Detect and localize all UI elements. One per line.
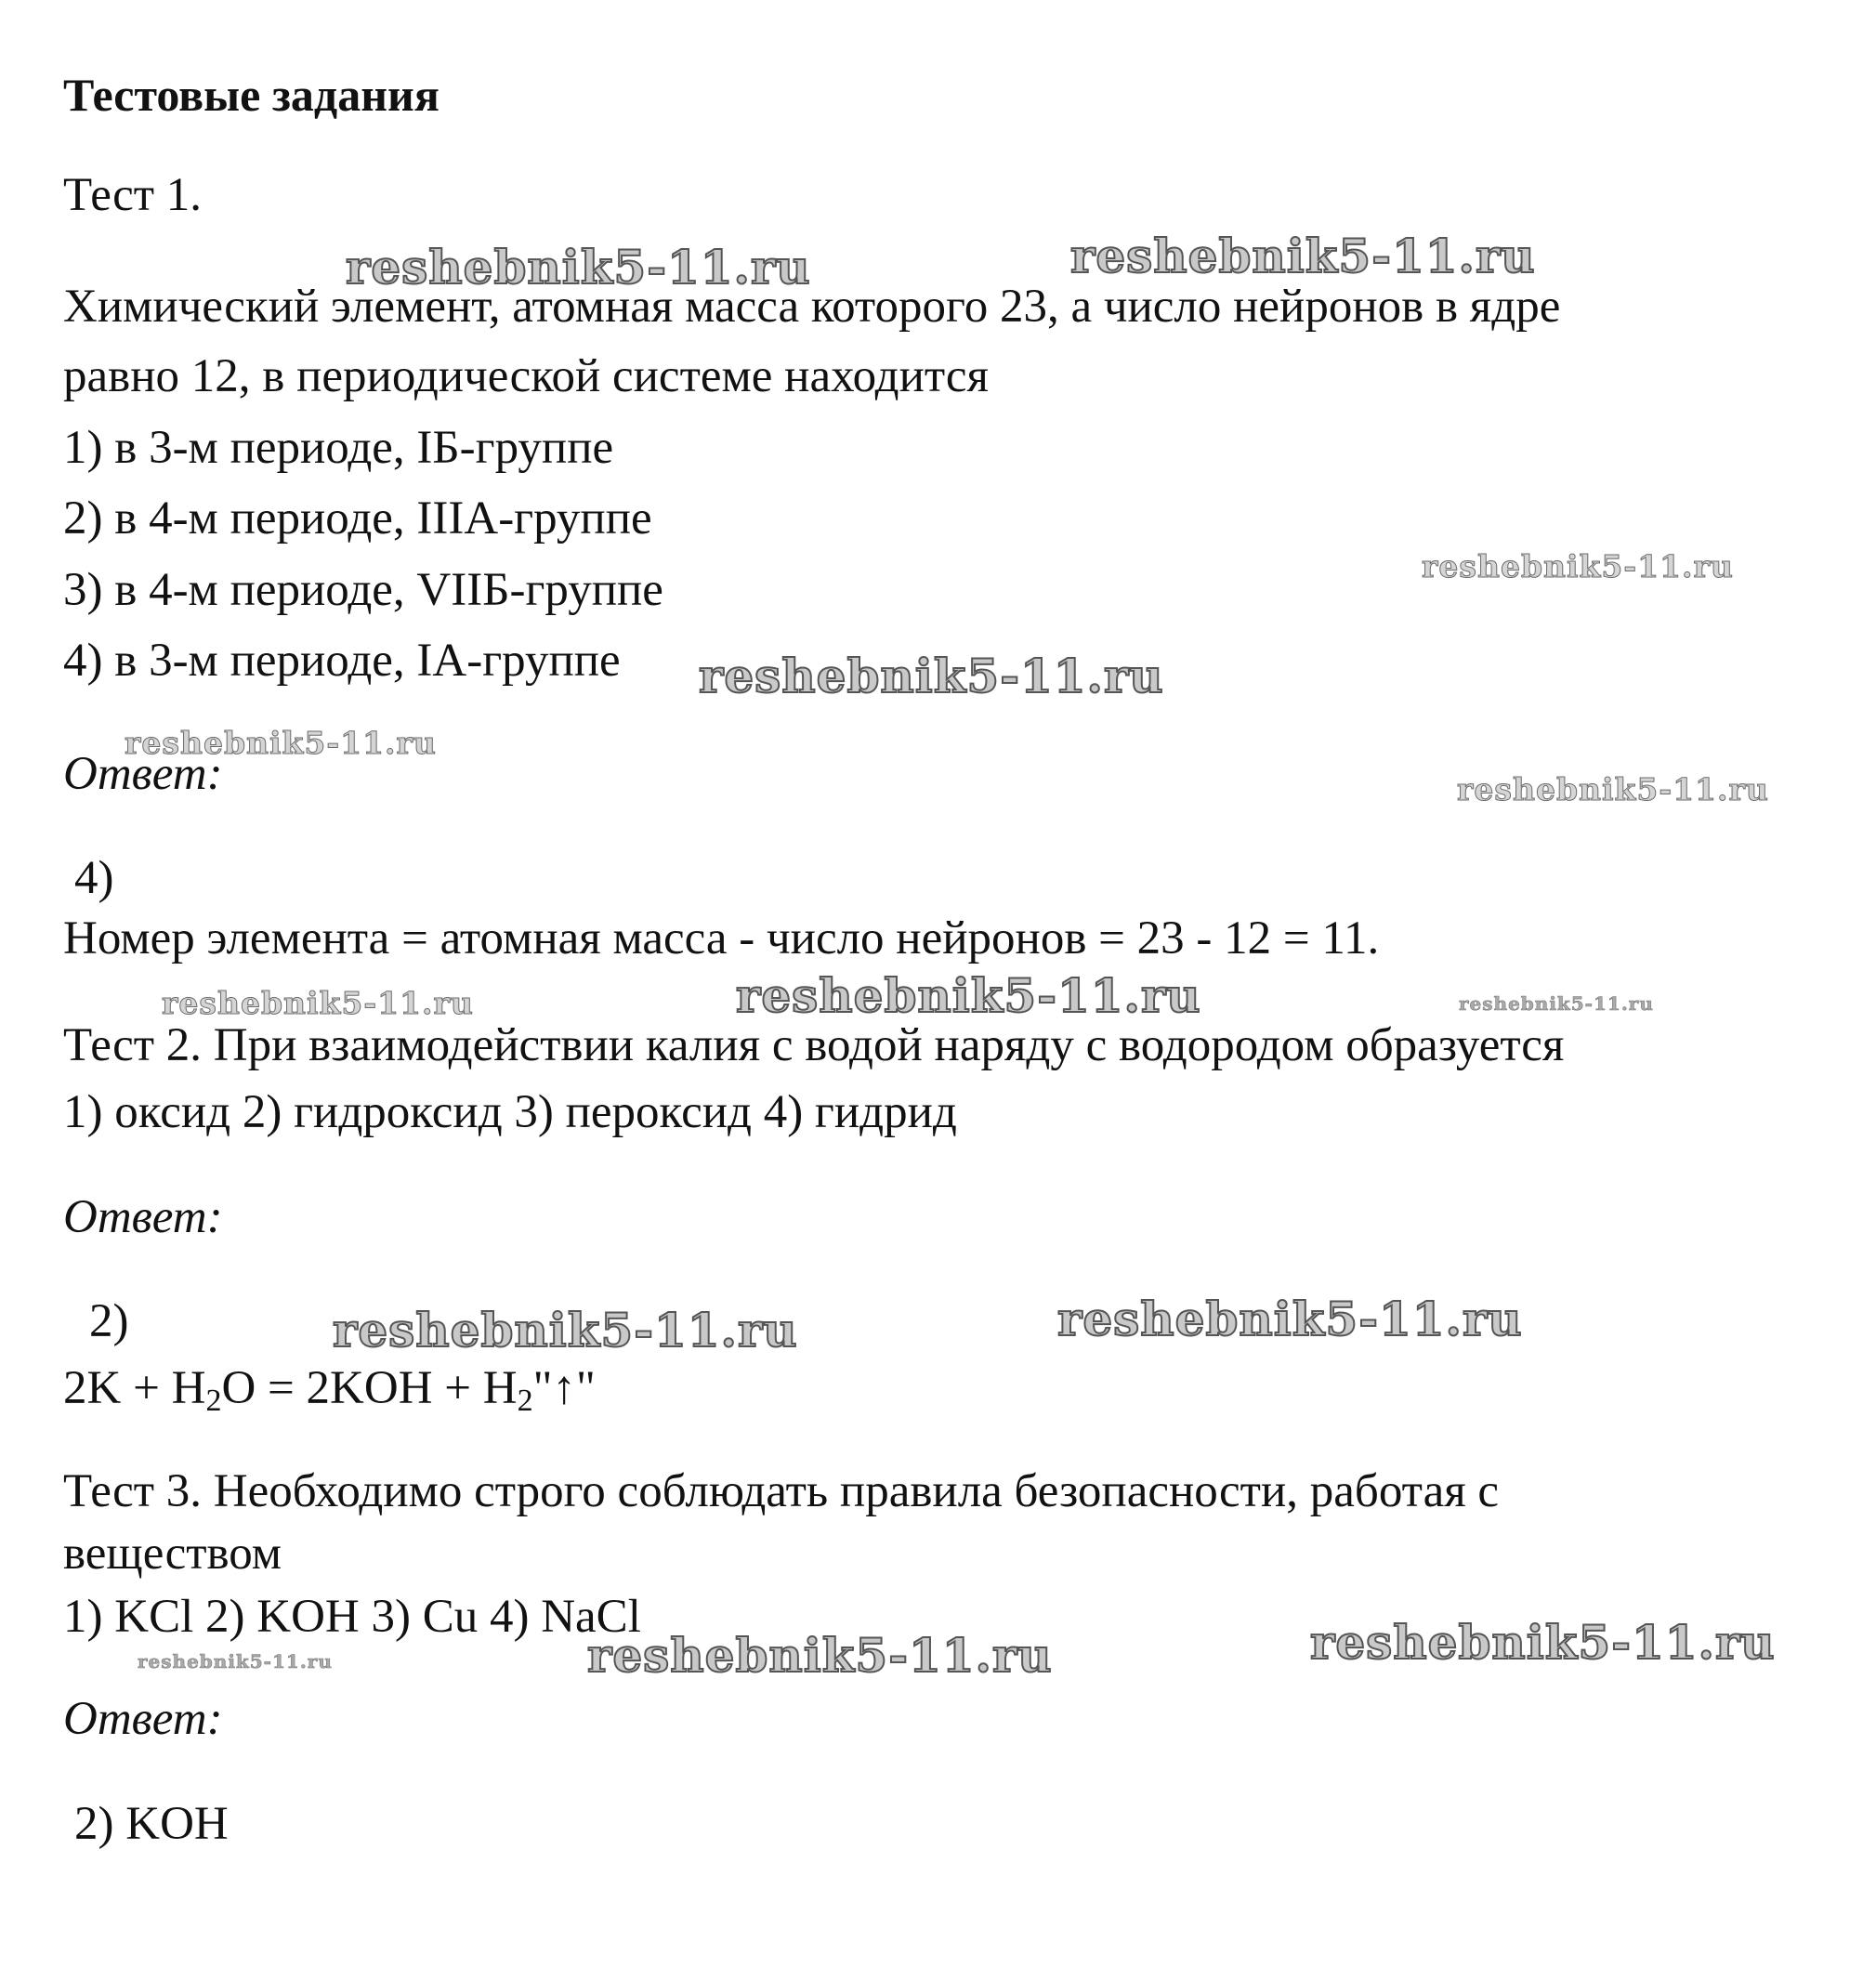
watermark: reshebnik5-11.ru bbox=[162, 985, 474, 1021]
watermark: reshebnik5-11.ru bbox=[1057, 1292, 1523, 1346]
watermark: reshebnik5-11.ru bbox=[346, 240, 811, 295]
test3-question-line2: веществом bbox=[63, 1528, 282, 1580]
test1-heading: Тест 1. bbox=[63, 169, 203, 221]
watermark: reshebnik5-11.ru bbox=[333, 1303, 798, 1358]
test1-option-3: 3) в 4-м периоде, VIIБ-группе bbox=[63, 564, 663, 616]
equation-part2: O = 2KOH + H bbox=[221, 1362, 518, 1414]
test1-question-line1: Химический элемент, атомная масса которого 23, а число нейронов в ядре bbox=[63, 281, 1561, 333]
equation-part3: "↑" bbox=[532, 1362, 596, 1414]
watermark: reshebnik5-11.ru bbox=[587, 1628, 1053, 1683]
watermark: reshebnik5-11.ru bbox=[699, 649, 1164, 703]
test3-answer-label: Ответ: bbox=[63, 1693, 223, 1745]
test2-answer: 2) bbox=[89, 1295, 129, 1347]
test2-options: 1) оксид 2) гидроксид 3) пероксид 4) гидрид bbox=[63, 1086, 957, 1138]
test1-option-4: 4) в 3-м периоде, IA-группе bbox=[63, 635, 621, 687]
watermark: reshebnik5-11.ru bbox=[1070, 229, 1536, 283]
test1-answer-label: Ответ: bbox=[63, 748, 223, 800]
test3-options: 1) KCl 2) KOH 3) Cu 4) NaCl bbox=[63, 1591, 641, 1643]
test1-option-2: 2) в 4-м периоде, IIIA-группе bbox=[63, 492, 652, 544]
watermark: reshebnik5-11.ru bbox=[736, 968, 1201, 1023]
watermark: reshebnik5-11.ru bbox=[138, 1650, 333, 1673]
test1-answer: 4) bbox=[74, 852, 114, 904]
equation-subscript2: 2 bbox=[517, 1384, 533, 1418]
page-title: Тестовые задания bbox=[63, 69, 439, 121]
watermark: reshebnik5-11.ru bbox=[1457, 771, 1769, 807]
watermark: reshebnik5-11.ru bbox=[125, 725, 437, 761]
watermark: reshebnik5-11.ru bbox=[1310, 1615, 1776, 1670]
watermark: reshebnik5-11.ru bbox=[1459, 992, 1654, 1015]
test1-explanation: Номер элемента = атомная масса - число нейронов = 23 - 12 = 11. bbox=[63, 912, 1380, 964]
test1-question-line2: равно 12, в периодической системе находится bbox=[63, 350, 989, 402]
test3-answer: 2) KOH bbox=[74, 1798, 229, 1850]
equation-part1: 2K + H bbox=[63, 1362, 206, 1414]
equation-subscript1: 2 bbox=[205, 1384, 222, 1418]
watermark: reshebnik5-11.ru bbox=[1422, 548, 1734, 584]
test3-question-line1: Тест 3. Необходимо строго соблюдать правила безопасности, работая с bbox=[63, 1465, 1500, 1517]
test2-equation bbox=[63, 1360, 596, 1416]
test1-option-1: 1) в 3-м периоде, IБ-группе bbox=[63, 422, 614, 474]
test2-answer-label: Ответ: bbox=[63, 1191, 223, 1243]
test2-question: Тест 2. При взаимодействии калия с водой наряду с водородом образуется bbox=[63, 1019, 1565, 1071]
